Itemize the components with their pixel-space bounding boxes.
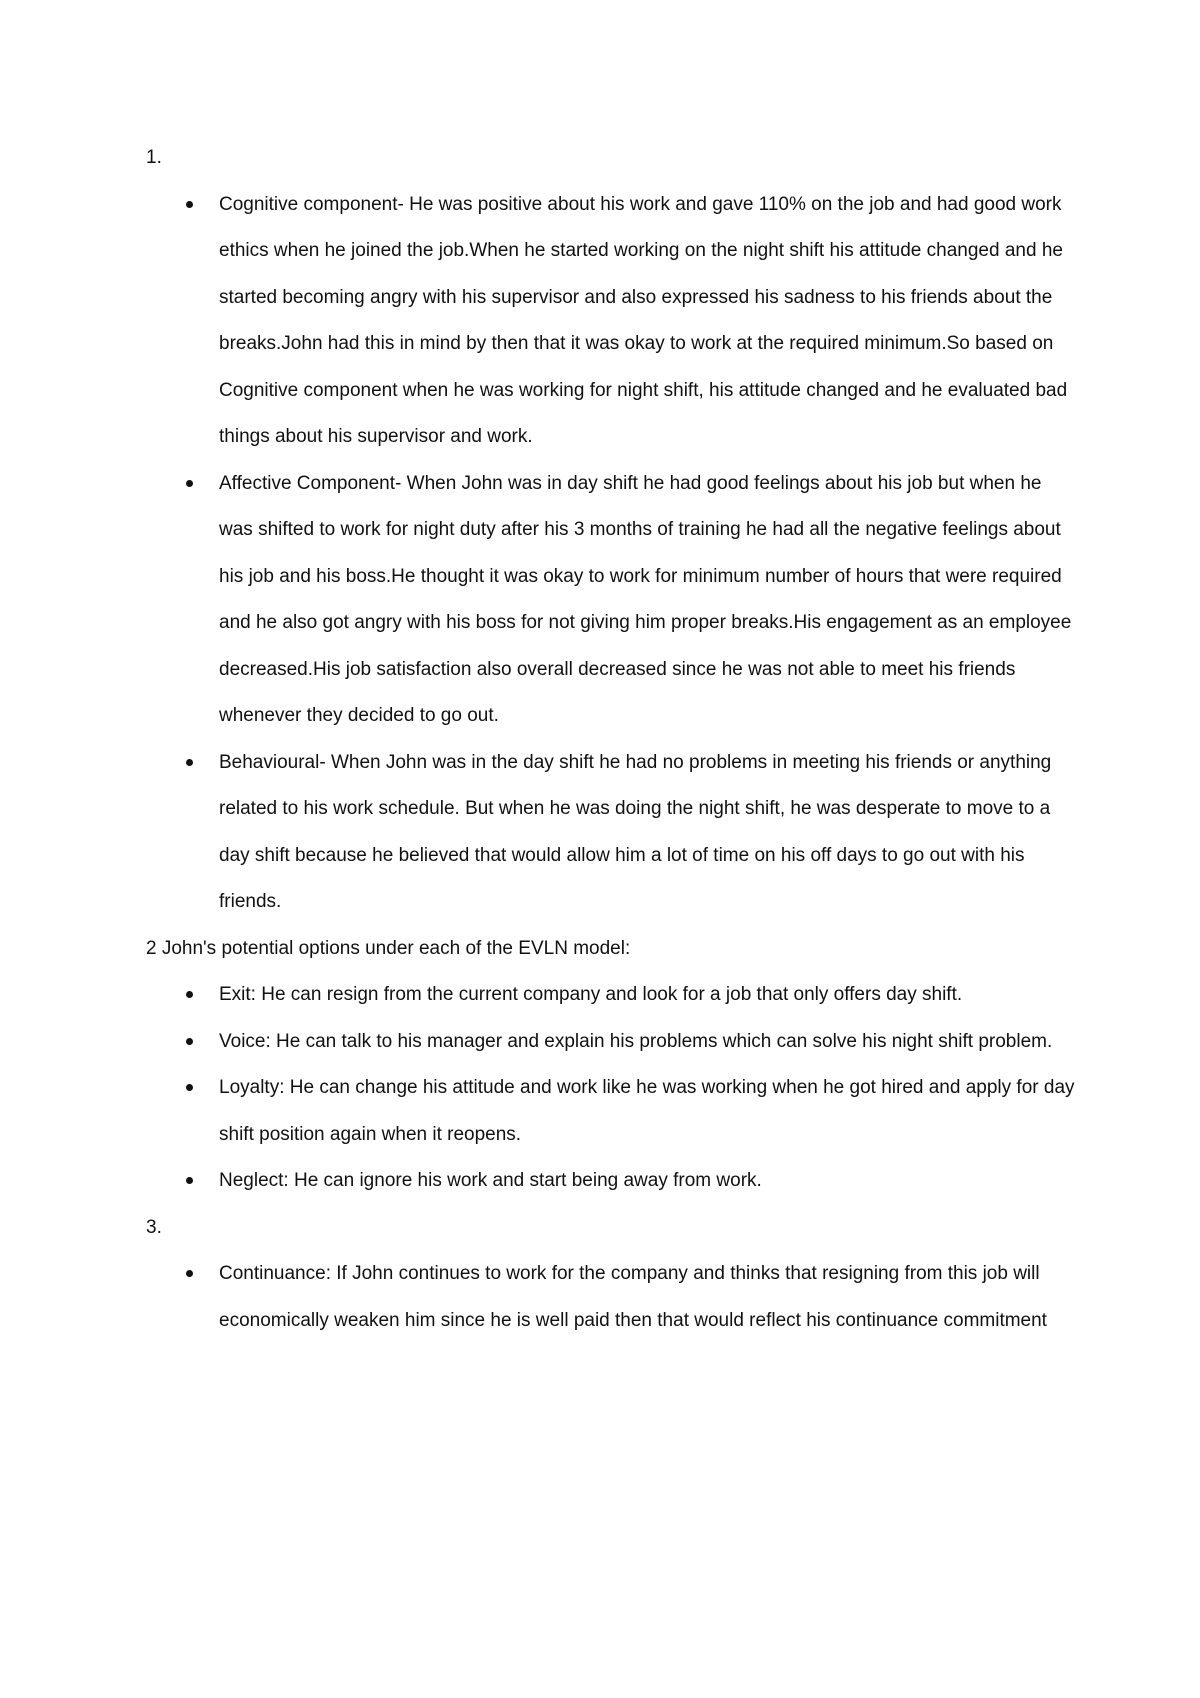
bullet-icon [186,1270,193,1277]
list-item-text: Continuance: If John continues to work for the company and thinks that resigning from this job will economically weaken him since he is well paid then that would reflect his continuance commitment [219,1263,1047,1331]
list-item [146,1251,1076,1344]
list-item [146,1019,1076,1066]
list-item-text: Loyalty: He can change his attitude and work like he was working when he got hired and apply for day shift position again when it reopens. [219,1077,1075,1145]
section-1-heading: 1. [146,147,162,168]
bullet-icon [186,991,193,998]
bullet-icon [186,1084,193,1091]
bullet-icon [186,1177,193,1184]
bullet-icon [186,759,193,766]
list-item [146,1158,1076,1205]
section-2-heading: 2 John's potential options under each of the EVLN model: [146,937,631,959]
list-item-text: Exit: He can resign from the current company and look for a job that only offers day shift. [219,984,963,1005]
bullet-icon [186,201,193,208]
section-3-heading: 3. [146,1216,162,1238]
bullet-icon [186,1038,193,1045]
bullet-icon [186,480,193,487]
list-item [146,972,1076,1019]
list-item [146,182,1076,461]
document-body [146,135,1076,1344]
list-item [146,740,1076,926]
list-item [146,1065,1076,1158]
section-1-list [146,182,1076,926]
section-3-list [146,1251,1076,1344]
list-item [146,461,1076,740]
list-item-text: Behavioural- When John was in the day shift he had no problems in meeting his friends or anything related to his work schedule. But when he was doing the night shift, he was desperate to move to a day shift because he believed that would allow him a lot of time on his off days to go out with his friends. [219,751,1052,912]
list-item-text: Neglect: He can ignore his work and start being away from work. [219,1170,762,1191]
list-item-text: Cognitive component- He was positive about his work and gave 110% on the job and had good work ethics when he joined the job.When he started working on the night shift his attitude changed and he started becoming angry with his supervisor and also expressed his sadness to his friends about the breaks.John had this in mind by then that it was okay to work at the required minimum.So based on Cognitive component when he was working for night shift, his attitude changed and he evaluated bad things about his supervisor and work. [219,193,1068,447]
list-item-text: Affective Component- When John was in day shift he had good feelings about his job but when he was shifted to work for night duty after his 3 months of training he had all the negative feelings about his job and his boss.He thought it was okay to work for minimum number of hours that were required and he also got angry with his boss for not giving him proper breaks.His engagement as an employee decreased.His job satisfaction also overall decreased since he was not able to meet his friends whenever they decided to go out. [219,472,1072,726]
section-2-list [146,972,1076,1205]
list-item-text: Voice: He can talk to his manager and explain his problems which can solve his night shift problem. [219,1030,1053,1052]
